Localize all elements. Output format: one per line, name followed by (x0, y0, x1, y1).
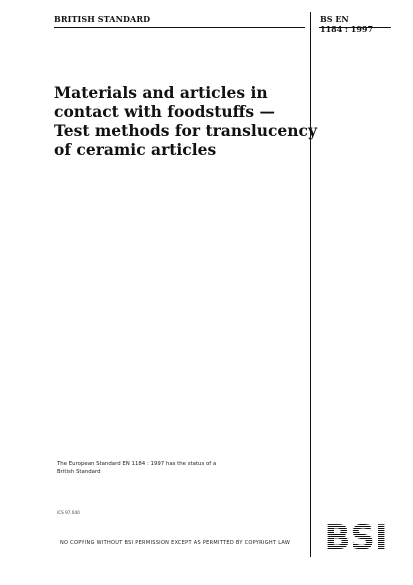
header-rule-left (54, 27, 305, 28)
standard-number-line1: BS EN (320, 14, 349, 24)
title-line: contact with foodstuffs — (54, 102, 275, 121)
status-line: British Standard (57, 469, 101, 475)
header-rule-right (319, 27, 391, 28)
status-note (57, 460, 277, 476)
ics-code: ICS 97.040 (57, 510, 80, 515)
title-line: Test methods for translucency (54, 121, 317, 140)
vertical-divider (310, 12, 311, 557)
standard-number-line2: 1184 : 1997 (320, 24, 374, 34)
title-line: Materials and articles in (54, 83, 268, 102)
document-type-label: BRITISH STANDARD (54, 14, 151, 24)
title-line: of ceramic articles (54, 140, 217, 159)
document-title (54, 83, 317, 159)
status-line: The European Standard EN 1184 : 1997 has the status of a (57, 461, 217, 467)
standard-number (320, 14, 373, 34)
bsi-logo-icon (320, 516, 392, 554)
copyright-notice: NO COPYING WITHOUT BSI PERMISSION EXCEPT AS PERMITTED BY COPYRIGHT LAW (60, 540, 291, 546)
